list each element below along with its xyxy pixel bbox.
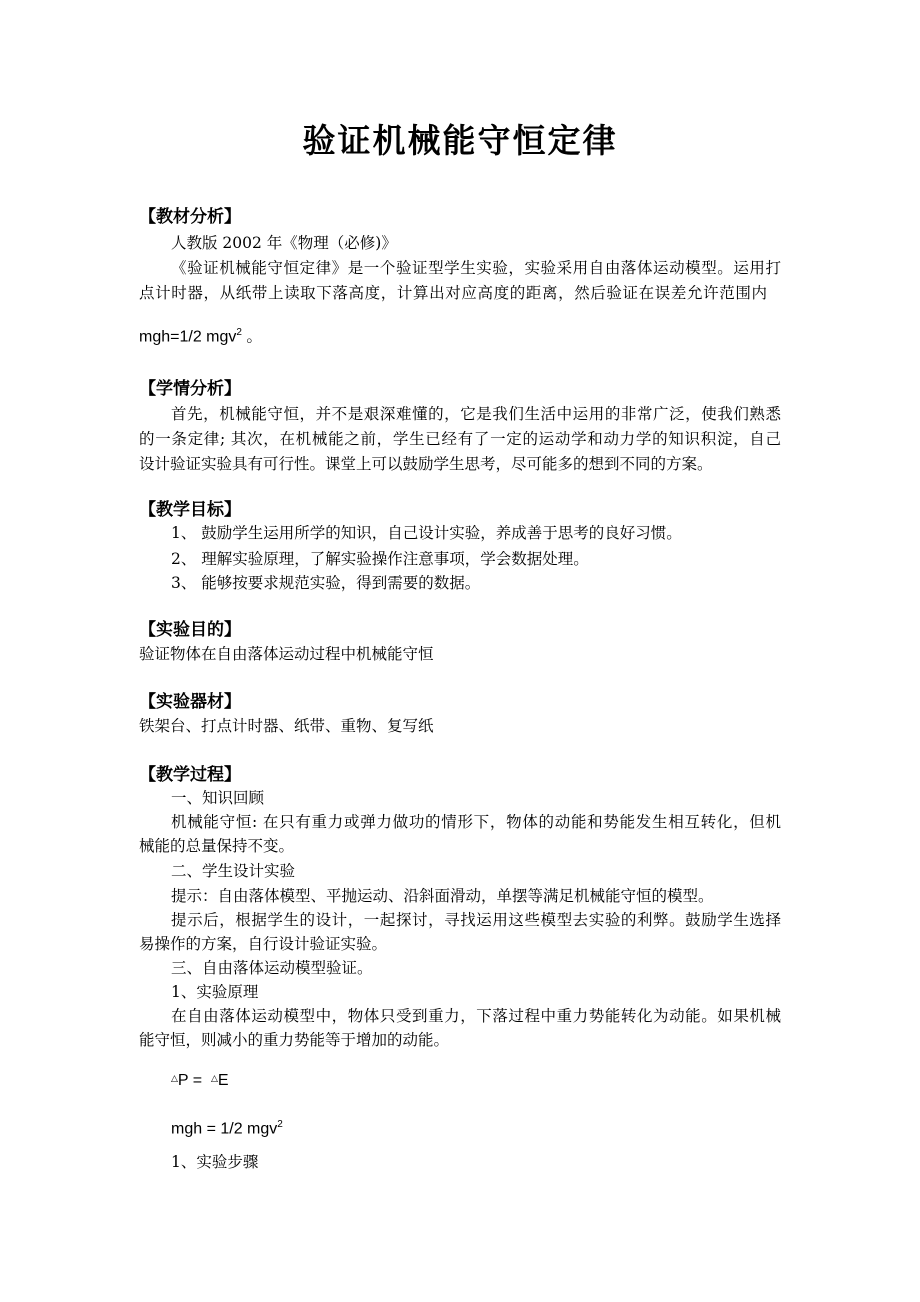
formula-energy <box>139 323 262 347</box>
process-line: 机械能守恒: 在只有重力或弹力做功的情形下，物体的动能和势能发生相互转化，但机 <box>171 813 781 831</box>
purpose-text: 验证物体在自由落体运动过程中机械能守恒 <box>139 645 434 663</box>
equation-exponent: 2 <box>277 1119 283 1130</box>
heading-textbook-analysis: 【教材分析】 <box>139 207 241 227</box>
process-line: 械能的总量保持不变。 <box>139 837 295 855</box>
paragraph-line: 人教版 2002 年《物理（必修)》 <box>171 234 397 252</box>
process-line: 能守恒，则减小的重力势能等于增加的动能。 <box>139 1031 450 1049</box>
process-line: 二、学生设计实验 <box>171 862 296 880</box>
paragraph-line: 点计时器，从纸带上读取下落高度，计算出对应高度的距离，然后验证在误差允许范围内 <box>139 284 767 302</box>
formula-text: mgh=1/2 mgv <box>139 328 237 346</box>
process-line: 1、实验原理 <box>171 983 259 1001</box>
goal-item: 3、 能够按要求规范实验，得到需要的数据。 <box>171 574 481 592</box>
equation-text: mgh = 1/2 mgv <box>171 1120 278 1138</box>
paragraph-line: 设计验证实验具有可行性。课堂上可以鼓励学生思考，尽可能多的想到不同的方案。 <box>139 455 713 473</box>
equation-part: P = <box>177 1072 211 1089</box>
process-line: 1、实验步骤 <box>171 1153 259 1171</box>
equation-part: E <box>217 1072 229 1089</box>
equation-energy <box>171 1115 283 1139</box>
process-line: 提示后，根据学生的设计，一起探讨，寻找运用这些模型去实验的利弊。鼓励学生选择 <box>171 911 781 929</box>
goal-item: 1、 鼓励学生运用所学的知识，自己设计实验，养成善于思考的良好习惯。 <box>171 524 682 542</box>
heading-teaching-process: 【教学过程】 <box>139 765 241 785</box>
formula-exponent: 2 <box>236 327 242 338</box>
paragraph-line: 的一条定律; 其次，在机械能之前，学生已经有了一定的运动学和动力学的知识积淀，自己 <box>139 430 781 448</box>
heading-teaching-goals: 【教学目标】 <box>139 500 241 520</box>
delta-symbol: △ <box>210 1073 218 1083</box>
paragraph-line: 首先，机械能守恒，并不是艰深难懂的，它是我们生活中运用的非常广泛，使我们熟悉 <box>171 405 781 423</box>
formula-period: 。 <box>246 328 263 346</box>
equation-delta <box>171 1068 229 1091</box>
process-line: 一、知识回顾 <box>171 789 265 807</box>
document-title: 验证机械能守恒定律 <box>302 121 618 160</box>
process-line: 在自由落体运动模型中，物体只受到重力，下落过程中重力势能转化为动能。如果机械 <box>171 1007 781 1025</box>
heading-experiment-purpose: 【实验目的】 <box>139 620 241 640</box>
process-line: 三、自由落体运动模型验证。 <box>171 959 373 977</box>
delta-symbol: △ <box>171 1073 178 1083</box>
process-line: 提示：自由落体模型、平抛运动、沿斜面滑动，单摆等满足机械能守恒的模型。 <box>171 887 714 905</box>
goal-item: 2、 理解实验原理，了解实验操作注意事项，学会数据处理。 <box>171 550 589 568</box>
paragraph-line: 《验证机械能守恒定律》是一个验证型学生实验，实验采用自由落体运动模型。运用打 <box>171 259 781 277</box>
heading-equipment: 【实验器材】 <box>139 692 241 712</box>
heading-student-analysis: 【学情分析】 <box>139 379 241 399</box>
process-line: 易操作的方案，自行设计验证实验。 <box>139 935 388 953</box>
equipment-text: 铁架台、打点计时器、纸带、重物、复写纸 <box>139 717 434 735</box>
